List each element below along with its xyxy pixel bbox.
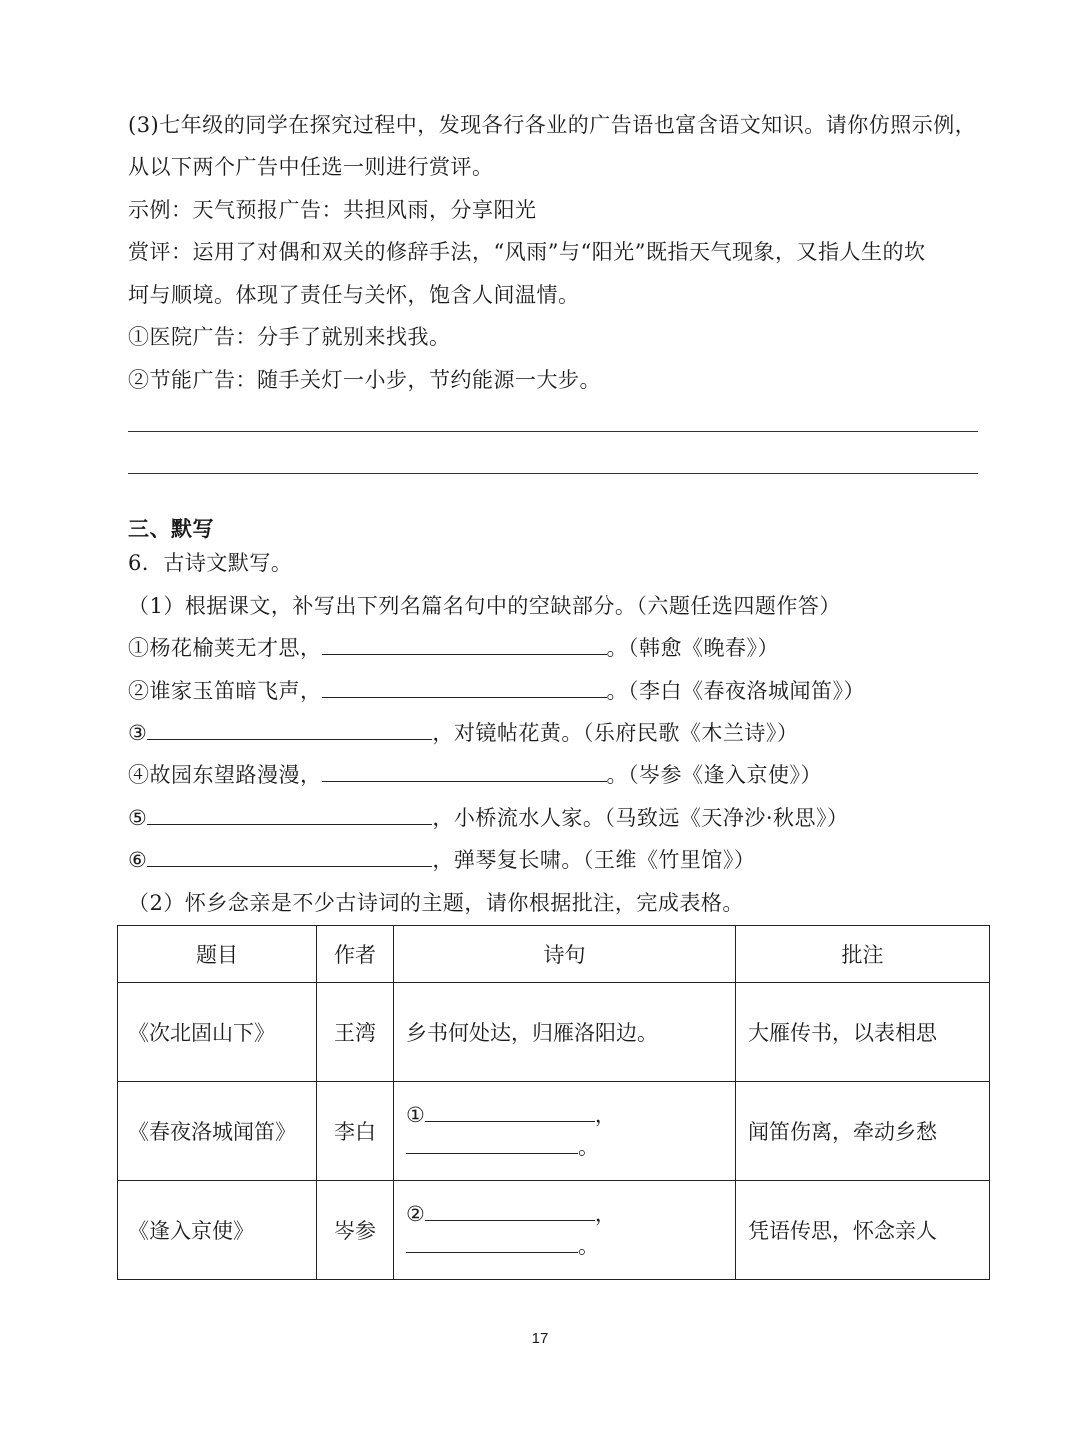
header-line: 诗句 [394, 926, 736, 983]
fill-blank[interactable] [425, 1200, 595, 1221]
poem-table [117, 925, 990, 1280]
header-title: 题目 [118, 926, 317, 983]
fill-blank[interactable] [425, 1101, 595, 1122]
fill-item-prefix: ②谁家玉笛暗飞声， [128, 679, 322, 703]
part-2-instruction: （2）怀乡念亲是不少古诗词的主题，请你根据批注，完成表格。 [128, 891, 744, 915]
fill-item-5 [128, 803, 849, 833]
q3-line1: (3)七年级的同学在探究过程中，发现各行各业的广告语也富含语文知识。请你仿照示例， [128, 113, 977, 137]
q3-ad-1: ①医院广告：分手了就别来找我。 [128, 325, 451, 349]
fill-comma: ， [594, 1103, 616, 1127]
fill-blank[interactable] [322, 677, 607, 698]
fill-row-1 [406, 1099, 735, 1131]
q3-comment-1: 赏评：运用了对偶和双关的修辞手法，“风雨”与“阳光”既指天气现象，又指人生的坎 [128, 240, 926, 264]
fill-item-prefix: ⑤ [128, 806, 148, 830]
fill-item-suffix: ，小桥流水人家。（马致远《天净沙·秋思》） [432, 806, 849, 830]
fill-item-2 [128, 676, 865, 706]
fill-item-suffix: 。（岑参《逢入京使》） [606, 763, 822, 787]
fill-item-suffix: ，对镜帖花黄。（乐府民歌《木兰诗》） [432, 721, 799, 745]
header-note: 批注 [736, 926, 990, 983]
fill-number: ② [406, 1202, 425, 1226]
fill-period: 。 [578, 1234, 599, 1258]
q3-comment-2: 坷与顺境。体现了责任与关怀，饱含人间温情。 [128, 283, 580, 307]
question-6: 6．古诗文默写。 [128, 551, 293, 575]
fill-item-1 [128, 633, 779, 663]
fill-row-2 [406, 1230, 735, 1262]
part-1-instruction: （1）根据课文，补写出下列名篇名句中的空缺部分。（六题任选四题作答） [128, 594, 841, 618]
poem-title: 《逢入京使》 [118, 1181, 317, 1280]
fill-item-suffix: 。（韩愈《晚春》） [606, 636, 779, 660]
fill-item-prefix: ⑥ [128, 848, 148, 872]
poem-note: 凭语传思，怀念亲人 [736, 1181, 990, 1280]
page-number: 17 [531, 1330, 549, 1347]
poem-title: 《次北固山下》 [118, 983, 317, 1082]
fill-item-3 [128, 718, 798, 748]
table-row [118, 1181, 990, 1280]
poem-line-fill [394, 1181, 736, 1280]
fill-blank[interactable] [406, 1133, 578, 1154]
fill-item-6 [128, 845, 755, 875]
fill-item-4 [128, 760, 822, 790]
fill-period: 。 [578, 1135, 599, 1159]
q3-ad-2: ②节能广告：随手关灯一小步，节约能源一大步。 [128, 368, 601, 392]
section-title: 三、默写 [128, 516, 214, 541]
fill-number: ① [406, 1103, 425, 1127]
fill-blank[interactable] [147, 719, 432, 740]
table-row [118, 1082, 990, 1181]
fill-blank[interactable] [406, 1232, 578, 1253]
q3-line2: 从以下两个广告中任选一则进行赏评。 [128, 155, 494, 179]
fill-item-suffix: 。（李白《春夜洛城闻笛》） [606, 679, 865, 703]
fill-blank[interactable] [322, 634, 607, 655]
poem-title: 《春夜洛城闻笛》 [118, 1082, 317, 1181]
poem-author: 王湾 [317, 983, 394, 1082]
table-row [118, 983, 990, 1082]
poem-line: 乡书何处达，归雁洛阳边。 [394, 983, 736, 1082]
fill-blank[interactable] [147, 804, 432, 825]
fill-row-2 [406, 1131, 735, 1163]
fill-blank[interactable] [147, 846, 432, 867]
fill-item-prefix: ③ [128, 721, 148, 745]
header-author: 作者 [317, 926, 394, 983]
table-header-row [118, 926, 990, 983]
fill-item-suffix: ，弹琴复长啸。（王维《竹里馆》） [432, 848, 756, 872]
q3-example: 示例：天气预报广告：共担风雨，分享阳光 [128, 198, 537, 222]
poem-note: 闻笛伤离，牵动乡愁 [736, 1082, 990, 1181]
fill-comma: ， [594, 1202, 616, 1226]
poem-note: 大雁传书，以表相思 [736, 983, 990, 1082]
poem-author: 李白 [317, 1082, 394, 1181]
poem-author: 岑参 [317, 1181, 394, 1280]
fill-item-prefix: ①杨花榆荚无才思， [128, 636, 322, 660]
fill-row-1 [406, 1198, 735, 1230]
fill-blank[interactable] [322, 761, 607, 782]
answer-line-2[interactable] [128, 473, 978, 474]
poem-line-fill [394, 1082, 736, 1181]
answer-line-1[interactable] [128, 431, 978, 432]
fill-item-prefix: ④故园东望路漫漫， [128, 763, 322, 787]
